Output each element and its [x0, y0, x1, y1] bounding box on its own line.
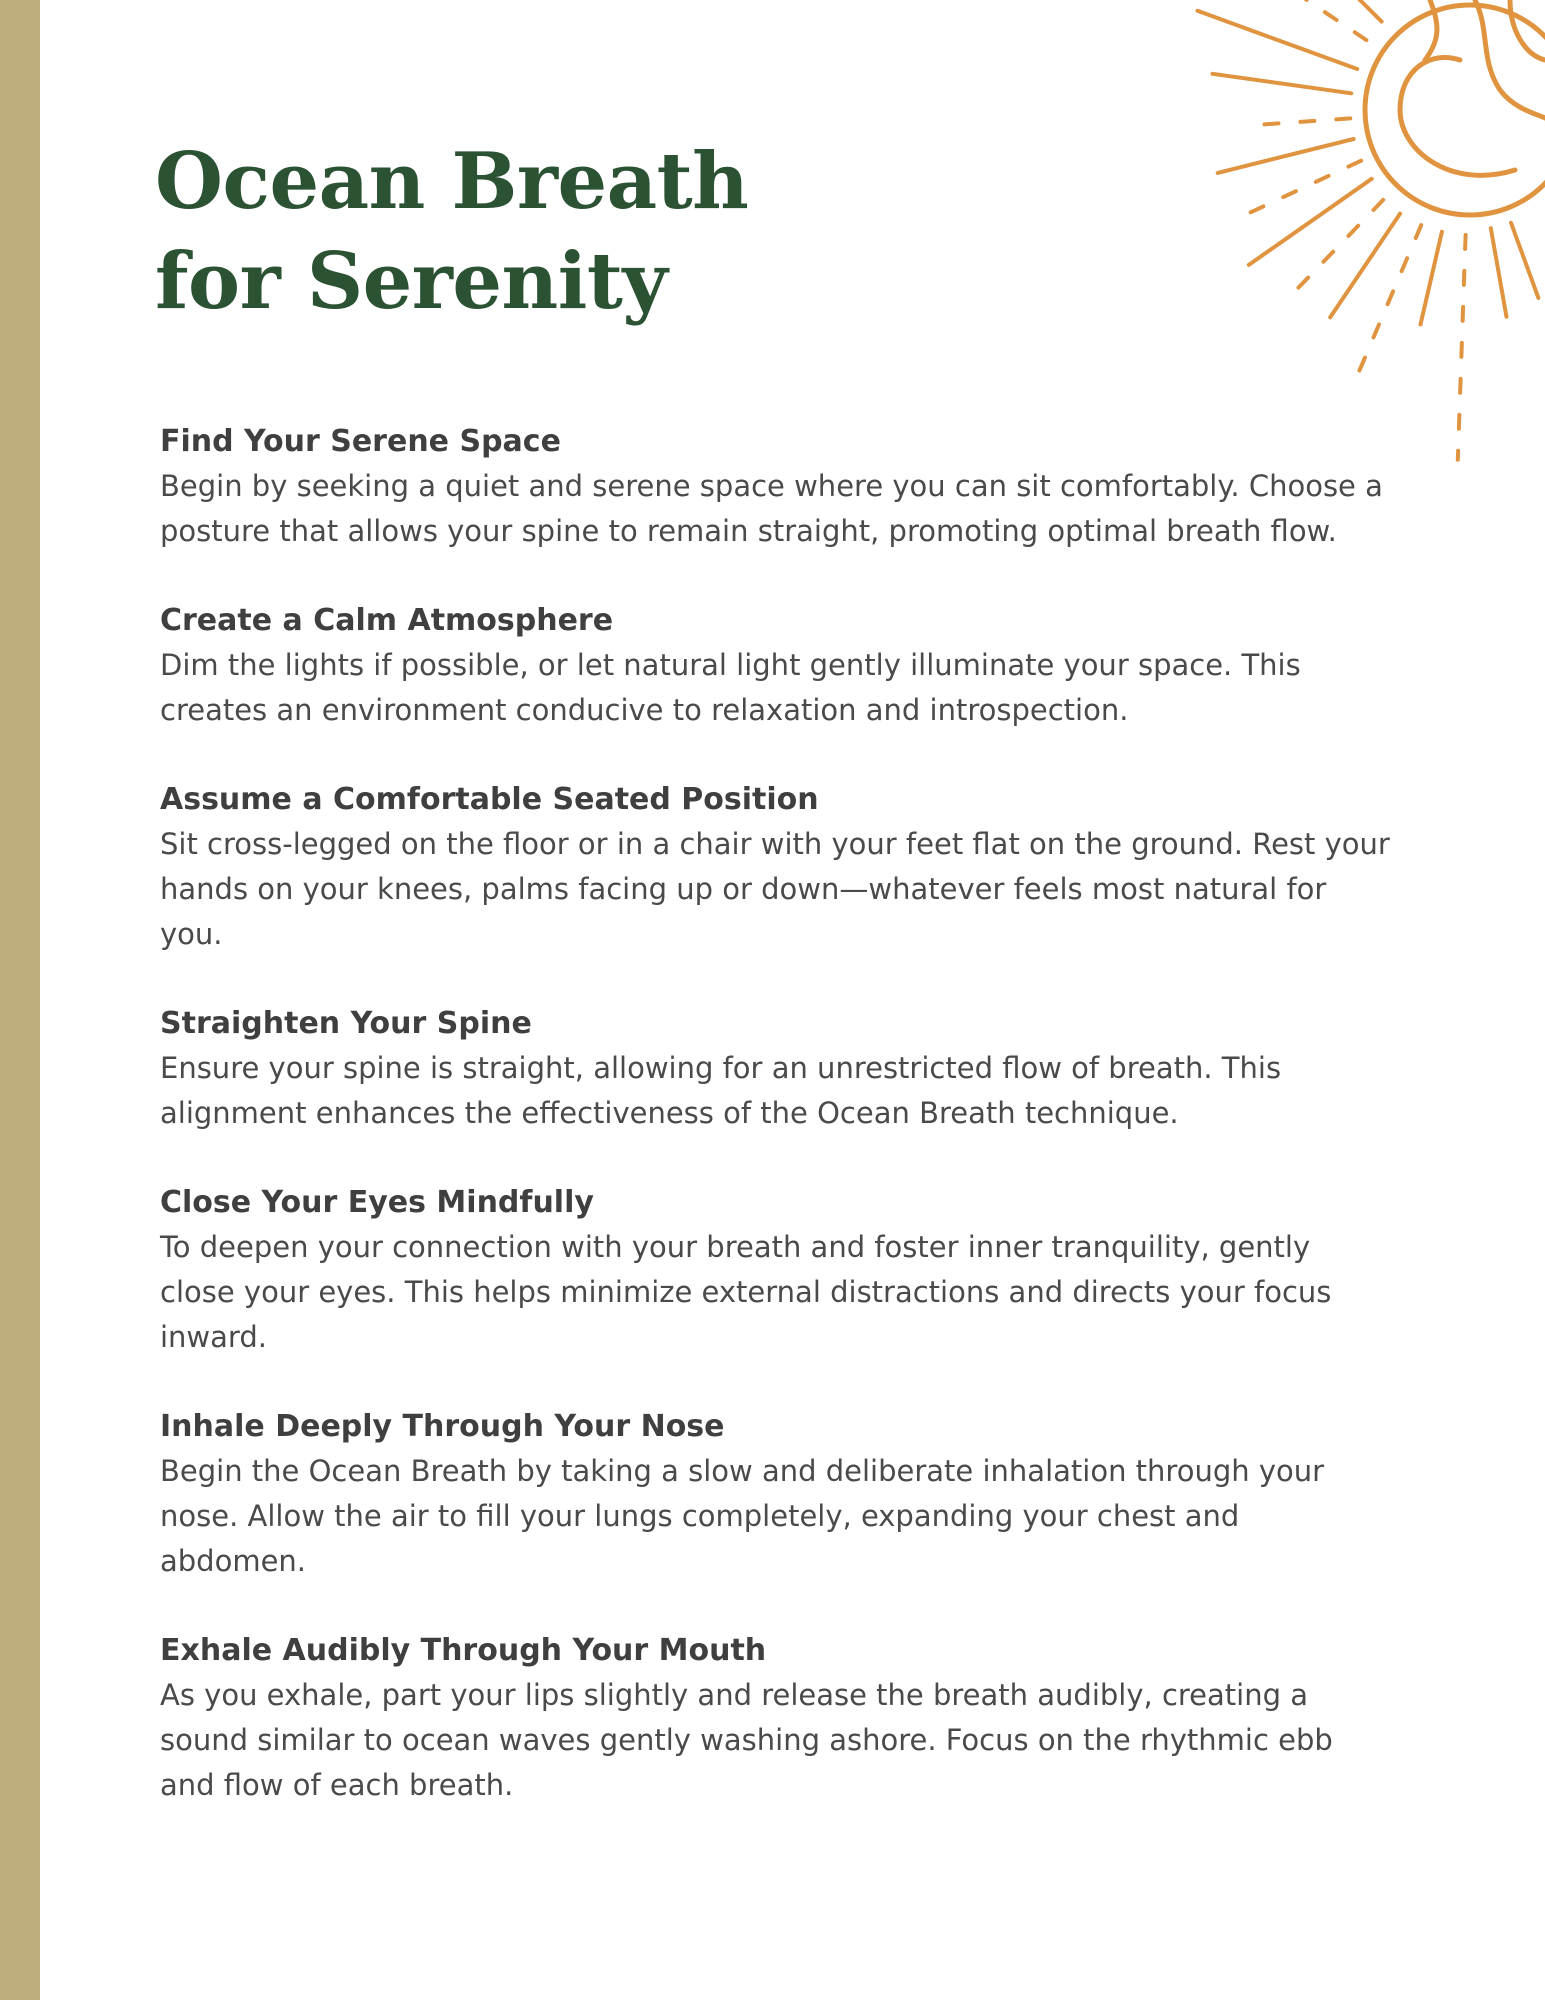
step-body: Dim the lights if possible, or let natural light gently illuminate your space. This creates an environment conducive to relaxation and introspection. — [160, 648, 1301, 727]
sun-ray — [1218, 139, 1354, 173]
steps-list — [160, 420, 1390, 1853]
step-section — [160, 1181, 1390, 1360]
sun-ray — [1511, 223, 1538, 298]
step-body: As you exhale, part your lips slightly and release the breath audibly, creating a sound similar to ocean waves gently washing ashore. Focus on the rhythmic ebb and flow of each breath. — [160, 1678, 1333, 1802]
step-body: To deepen your connection with your breath and foster inner tranquility, gently close your eyes. This helps minimize external distractions and directs your focus inward. — [160, 1230, 1332, 1354]
page-title — [155, 132, 748, 332]
step-section — [160, 420, 1390, 554]
step-section — [160, 1002, 1390, 1136]
step-heading: Inhale Deeply Through Your Nose — [160, 1409, 725, 1444]
step-section — [160, 778, 1390, 957]
sun-ray — [1421, 232, 1442, 325]
sun-ray — [1213, 74, 1352, 94]
sun-ray — [1243, 161, 1361, 216]
side-bar — [0, 0, 40, 2000]
step-body: Begin the Ocean Breath by taking a slow and deliberate inhalation through your nose. Allow the air to fill your lungs completely, expanding your chest and abdomen. — [160, 1454, 1325, 1578]
title-line-1: Ocean Breath — [155, 136, 749, 227]
step-heading: Close Your Eyes Mindfully — [160, 1185, 594, 1220]
sun-ray — [1261, 118, 1351, 124]
step-heading: Create a Calm Atmosphere — [160, 603, 614, 638]
step-section — [160, 1405, 1390, 1584]
step-section — [160, 1629, 1390, 1808]
step-body: Ensure your spine is straight, allowing for an unrestricted flow of breath. This alignment enhances the effectiveness of the Ocean Breath technique. — [160, 1051, 1282, 1130]
sun-ray — [1458, 235, 1466, 460]
step-section — [160, 599, 1390, 733]
sun-ray — [1249, 179, 1372, 265]
step-body: Begin by seeking a quiet and serene space where you can sit comfortably. Choose a posture that allows your spine to remain straight, promoting optimal breath flow. — [160, 469, 1383, 548]
step-body: Sit cross-legged on the floor or in a chair with your feet flat on the ground. Rest your hands on your knees, palms facing up or down—whatever feels most natural for you. — [160, 827, 1390, 951]
sun-ray — [1289, 200, 1383, 297]
step-heading: Find Your Serene Space — [160, 424, 561, 459]
title-line-2: for Serenity — [155, 236, 668, 327]
step-heading: Assume a Comfortable Seated Position — [160, 782, 819, 817]
sun-ray — [1353, 225, 1421, 386]
sun-icon — [1090, 0, 1545, 470]
sun-ray — [1279, 0, 1366, 40]
step-heading: Straighten Your Spine — [160, 1006, 532, 1041]
step-heading: Exhale Audibly Through Your Mouth — [160, 1633, 767, 1668]
sun-ray — [1491, 228, 1507, 317]
